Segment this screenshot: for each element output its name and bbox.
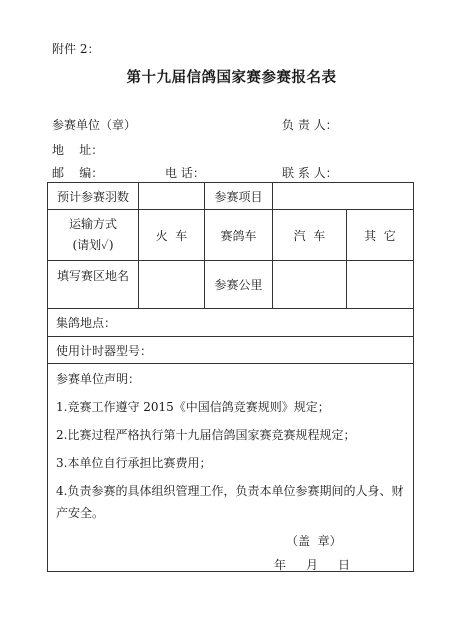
declaration-item-1: 1.竞赛工作遵守 2015《中国信鸽竞赛规则》规定；: [56, 400, 330, 414]
table-row-area: [48, 261, 414, 309]
table-row-declaration: [48, 364, 414, 572]
manager-label: 负 责 人：: [282, 118, 338, 132]
declaration-item-5: 产安全。: [56, 506, 105, 520]
table-row-gather: [48, 309, 414, 337]
timer-label: 使用计时器型号：: [48, 337, 414, 363]
unit-label: 参赛单位（章）: [52, 118, 137, 132]
postcode-label: 邮 编：: [52, 166, 104, 180]
date-year-label: 年: [274, 558, 287, 572]
seal-label: （盖 章）: [286, 534, 342, 548]
fill-area-value[interactable]: [139, 261, 205, 308]
transport-label-line1: 运输方式: [68, 217, 117, 231]
declaration-item-4: 4.负责参赛的具体组织管理工作，负责本单位参赛期间的人身、财: [56, 484, 404, 498]
phone-label: 电 话：: [165, 166, 205, 180]
transport-option-other[interactable]: 其 它: [347, 210, 414, 260]
declaration-cell: [48, 364, 414, 571]
contact-label: 联 系 人：: [282, 166, 338, 180]
project-value[interactable]: [273, 183, 414, 209]
transport-label: [48, 210, 139, 260]
transport-option-pigeon-car[interactable]: 赛鸽车: [205, 210, 273, 260]
declaration-item-3: 3.本单位自行承担比赛费用；: [56, 456, 212, 470]
date-day-label: 日: [338, 558, 351, 572]
declaration-item-2: 2.比赛过程严格执行第十九届信鸽国家赛竞赛规程规定；: [56, 428, 356, 442]
declaration-heading: 参赛单位声明：: [56, 372, 141, 386]
gather-label: 集鸽地点：: [48, 309, 414, 336]
registration-table: [47, 182, 414, 572]
distance-label: 参赛公里: [205, 261, 273, 308]
distance-extra[interactable]: [347, 261, 414, 308]
table-row-count: [48, 183, 414, 210]
est-count-label: 预计参赛羽数: [48, 183, 139, 209]
fill-area-label: 填写赛区地名: [48, 261, 139, 308]
attachment-label: 附件 2：: [52, 42, 100, 56]
date-month-label: 月: [306, 558, 319, 572]
transport-option-car[interactable]: 汽 车: [273, 210, 347, 260]
page-title: 第十九届信鸽国家赛参赛报名表: [126, 69, 337, 86]
transport-option-train[interactable]: 火 车: [139, 210, 205, 260]
project-label: 参赛项目: [205, 183, 273, 209]
transport-label-line2: (请划✓): [72, 238, 114, 252]
table-row-timer: [48, 337, 414, 364]
est-count-value[interactable]: [139, 183, 205, 209]
distance-value[interactable]: [273, 261, 347, 308]
address-label: 地 址：: [52, 143, 104, 157]
table-row-transport: [48, 210, 414, 261]
